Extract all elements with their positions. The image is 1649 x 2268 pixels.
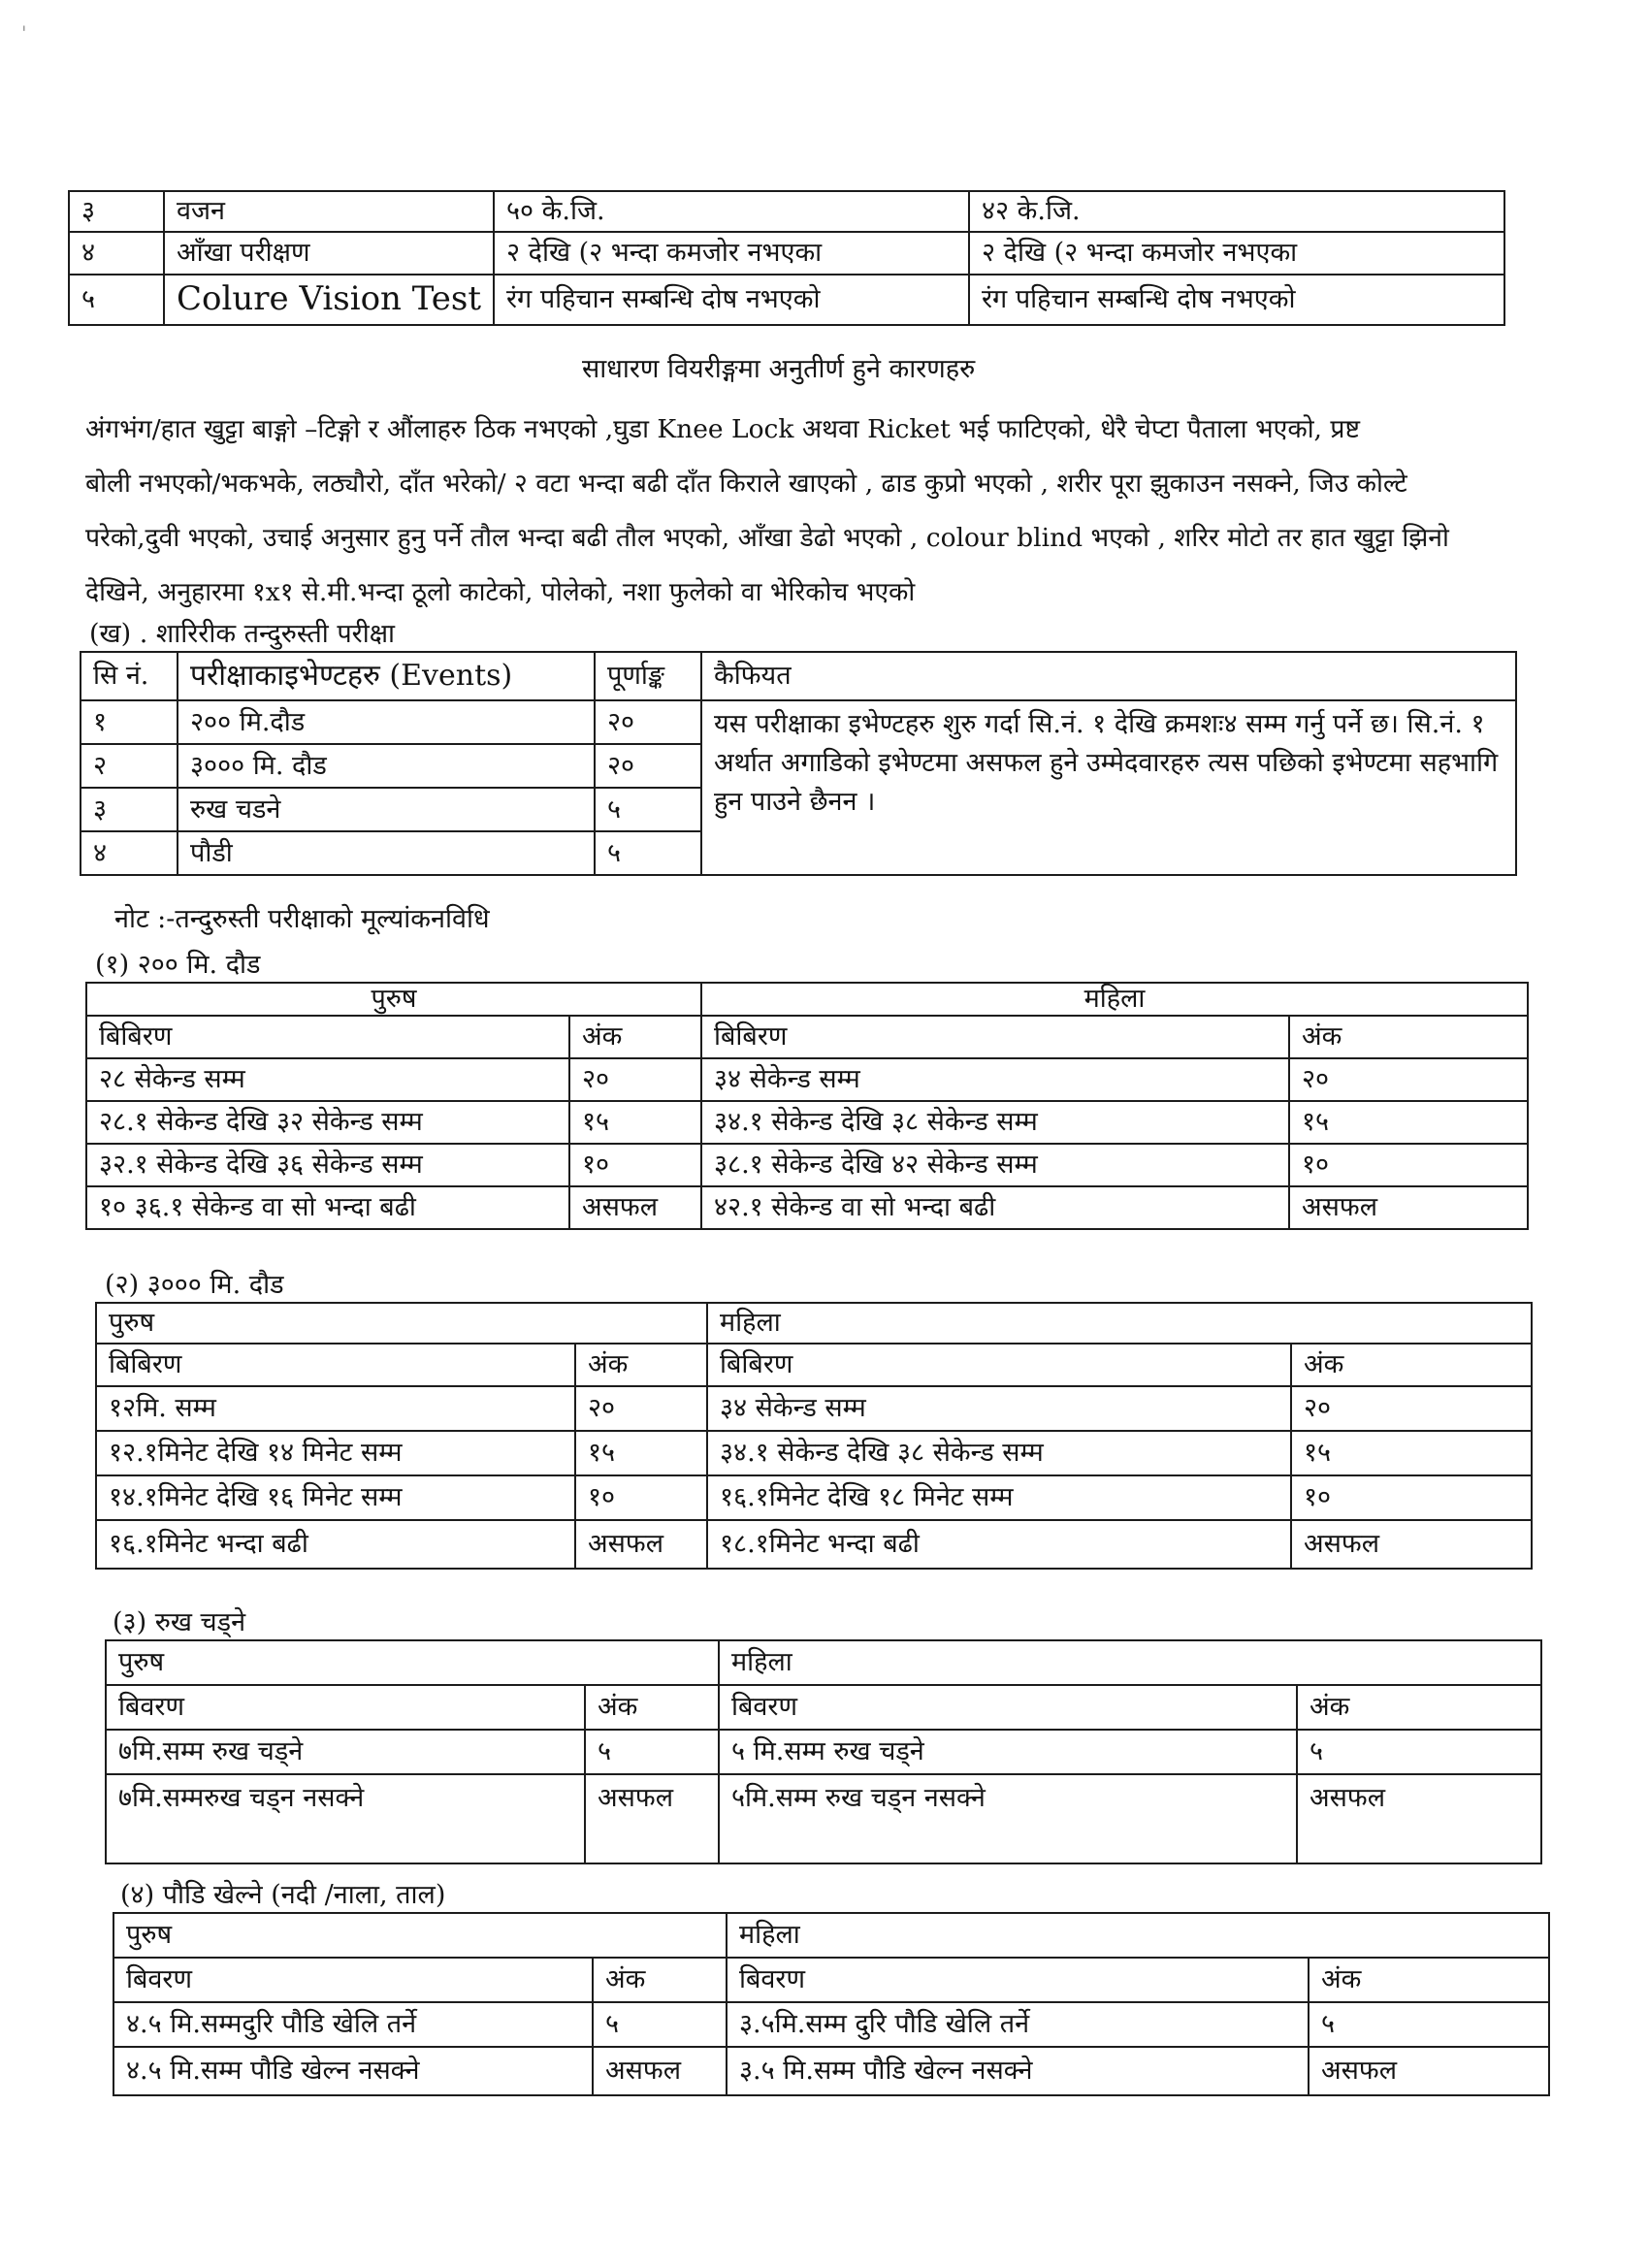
table-row bbox=[86, 1186, 1528, 1229]
male-score-cell: ५ bbox=[585, 1730, 719, 1774]
female-header: महिला bbox=[701, 983, 1528, 1016]
fitness-table bbox=[80, 651, 1517, 876]
male-desc-cell: १२.१मिनेट देखि १४ मिनेट सम्म bbox=[96, 1431, 575, 1475]
female-score-cell: असफल bbox=[1289, 1186, 1528, 1229]
header-serial: सि नं. bbox=[81, 652, 178, 700]
male-desc-cell: १४.१मिनेट देखि १६ मिनेट सम्म bbox=[96, 1475, 575, 1520]
female-desc-header: बिबिरण bbox=[707, 1344, 1291, 1386]
serial-cell: २ bbox=[81, 744, 178, 788]
female-desc-cell: १६.१मिनेट देखि १८ मिनेट सम्म bbox=[707, 1475, 1291, 1520]
female-score-header: अंक bbox=[1309, 1958, 1549, 2002]
header-full-marks: पूर्णाङ्क bbox=[595, 652, 701, 700]
male-desc-cell: ४.५ मि.सम्म पौडि खेल्न नसक्ने bbox=[113, 2047, 593, 2095]
female-score-cell: १५ bbox=[1291, 1431, 1532, 1475]
table-row bbox=[69, 191, 1504, 232]
female-value-cell: ४२ के.जि. bbox=[969, 191, 1504, 232]
column-header-row bbox=[113, 1958, 1549, 2002]
female-score-cell: ५ bbox=[1297, 1730, 1541, 1774]
male-score-cell: १५ bbox=[575, 1431, 707, 1475]
remarks-cell: यस परीक्षाका इभेण्टहरु शुरु गर्दा सि.नं. १ देखि क्रमशः४ सम्म गर्नु पर्ने छ। सि.नं. १ अर्थात अगाडिको इभेण्टमा असफल हुने उम्मेदवारहरु त्यस पछिको इभेण्टमा सहभागि हुन पाउने छैनन । bbox=[701, 700, 1516, 875]
gender-header-row bbox=[86, 983, 1528, 1016]
male-desc-cell: ३२.१ सेकेन्ड देखि ३६ सेकेन्ड सम्म bbox=[86, 1144, 569, 1186]
failure-line: देखिने, अनुहारमा १x१ से.मी.भन्दा ठूलो काटेको, पोलेको, नशा फुलेको वा भेरिकोच भएको bbox=[85, 577, 916, 607]
male-score-cell: १५ bbox=[569, 1101, 701, 1144]
table-row bbox=[96, 1520, 1532, 1569]
male-desc-header: बिवरण bbox=[106, 1685, 585, 1730]
male-desc-cell: १२मि. सम्म bbox=[96, 1386, 575, 1431]
female-score-cell: १५ bbox=[1289, 1101, 1528, 1144]
female-desc-cell: ३४ सेकेन्ड सम्म bbox=[707, 1386, 1291, 1431]
male-desc-cell: २८.१ सेकेन्ड देखि ३२ सेकेन्ड सम्म bbox=[86, 1101, 569, 1144]
female-desc-cell: १८.१मिनेट भन्दा बढी bbox=[707, 1520, 1291, 1569]
female-desc-cell: ३४.१ सेकेन्ड देखि ३८ सेकेन्ड सम्म bbox=[707, 1431, 1291, 1475]
female-score-header: अंक bbox=[1291, 1344, 1532, 1386]
serial-cell: १ bbox=[81, 700, 178, 744]
male-score-cell: असफल bbox=[575, 1520, 707, 1569]
header-events: परीक्षाकाइभेण्टहरु (Events) bbox=[178, 652, 595, 700]
table-row bbox=[86, 1144, 1528, 1186]
table-row bbox=[86, 1058, 1528, 1101]
female-header: महिला bbox=[727, 1913, 1549, 1958]
female-desc-header: बिवरण bbox=[719, 1685, 1297, 1730]
male-desc-header: बिबिरण bbox=[86, 1016, 569, 1058]
male-value-cell: २ देखि (२ भन्दा कमजोर नभएका bbox=[494, 232, 969, 275]
male-score-cell: २० bbox=[575, 1386, 707, 1431]
column-header-row bbox=[96, 1344, 1532, 1386]
female-score-cell: २० bbox=[1291, 1386, 1532, 1431]
gender-header-row bbox=[106, 1640, 1541, 1685]
female-desc-header: बिबिरण bbox=[701, 1016, 1289, 1058]
female-score-cell: २० bbox=[1289, 1058, 1528, 1101]
male-value-cell: रंग पहिचान सम्बन्धि दोष नभएको bbox=[494, 275, 969, 325]
event-table-swimming bbox=[113, 1912, 1550, 2096]
marks-cell: २० bbox=[595, 700, 701, 744]
female-header: महिला bbox=[707, 1303, 1532, 1344]
failure-line: बोली नभएको/भकभके, लठ्यौरो, दाँत भरेको/ २ वटा भन्दा बढी दाँत किराले खाएको , ढाड कुप्रो भएको , शरीर पूरा झुकाउन नसक्ने, जिउ कोल्टे bbox=[85, 469, 1407, 499]
criteria-cell: Colure Vision Test bbox=[164, 275, 494, 325]
male-score-header: अंक bbox=[593, 1958, 727, 2002]
criteria-cell: वजन bbox=[164, 191, 494, 232]
table-row bbox=[113, 2002, 1549, 2047]
male-score-header: अंक bbox=[585, 1685, 719, 1730]
female-desc-cell: ३.५मि.सम्म दुरि पौडि खेलि तर्ने bbox=[727, 2002, 1309, 2047]
header-remarks: कैफियत bbox=[701, 652, 1516, 700]
male-score-cell: ५ bbox=[593, 2002, 727, 2047]
table-row bbox=[96, 1475, 1532, 1520]
male-score-cell: १० bbox=[575, 1475, 707, 1520]
male-header: पुरुष bbox=[113, 1913, 727, 1958]
male-value-cell: ५० के.जि. bbox=[494, 191, 969, 232]
event-caption: (३) रुख चड्ने bbox=[113, 1607, 246, 1637]
column-header-row bbox=[106, 1685, 1541, 1730]
gender-header-row bbox=[113, 1913, 1549, 1958]
female-desc-cell: ४२.१ सेकेन्ड वा सो भन्दा बढी bbox=[701, 1186, 1289, 1229]
female-desc-cell: ५ मि.सम्म रुख चड्ने bbox=[719, 1730, 1297, 1774]
female-score-cell: असफल bbox=[1297, 1774, 1541, 1863]
event-table-tree-climb bbox=[105, 1639, 1542, 1864]
marks-cell: २० bbox=[595, 744, 701, 788]
female-score-cell: असफल bbox=[1291, 1520, 1532, 1569]
serial-cell: ३ bbox=[69, 191, 164, 232]
male-score-cell: २० bbox=[569, 1058, 701, 1101]
event-caption: (४) पौडि खेल्ने (नदी /नाला, ताल) bbox=[120, 1880, 446, 1910]
serial-cell: ४ bbox=[69, 232, 164, 275]
table-row bbox=[96, 1386, 1532, 1431]
male-score-header: अंक bbox=[575, 1344, 707, 1386]
female-header: महिला bbox=[719, 1640, 1541, 1685]
event-cell: ३००० मि. दौड bbox=[178, 744, 595, 788]
table-row bbox=[106, 1730, 1541, 1774]
male-score-header: अंक bbox=[569, 1016, 701, 1058]
female-desc-cell: ३८.१ सेकेन्ड देखि ४२ सेकेन्ड सम्म bbox=[701, 1144, 1289, 1186]
event-caption: (२) ३००० मि. दौड bbox=[105, 1270, 284, 1300]
female-value-cell: २ देखि (२ भन्दा कमजोर नभएका bbox=[969, 232, 1504, 275]
criteria-cell: आँखा परीक्षण bbox=[164, 232, 494, 275]
column-header-row bbox=[86, 1016, 1528, 1058]
event-table-200m bbox=[85, 982, 1529, 1230]
female-score-header: अंक bbox=[1289, 1016, 1528, 1058]
event-cell: रुख चडने bbox=[178, 788, 595, 831]
table-row bbox=[113, 2047, 1549, 2095]
event-caption: (१) २०० मि. दौड bbox=[95, 950, 261, 980]
male-score-cell: असफल bbox=[585, 1774, 719, 1863]
male-header: पुरुष bbox=[106, 1640, 719, 1685]
male-desc-cell: १० ३६.१ सेकेन्ड वा सो भन्दा बढी bbox=[86, 1186, 569, 1229]
table-row bbox=[86, 1101, 1528, 1144]
fitness-caption: (ख) . शारिरीक तन्दुरुस्ती परीक्षा bbox=[89, 619, 396, 649]
marks-cell: ५ bbox=[595, 788, 701, 831]
male-desc-header: बिबिरण bbox=[96, 1344, 575, 1386]
event-cell: पौडी bbox=[178, 831, 595, 875]
marks-cell: ५ bbox=[595, 831, 701, 875]
table-row bbox=[106, 1774, 1541, 1863]
failure-line: परेको,दुवी भएको, उचाई अनुसार हुनु पर्ने तौल भन्दा बढी तौल भएको, आँखा डेढो भएको , colour blind भएको , शरिर मोटो तर हात खुट्टा झिनो bbox=[85, 523, 1449, 553]
failure-line: अंगभंग/हात खुट्टा बाङ्गो –टिङ्गो र औंलाहरु ठिक नभएको ,घुडा Knee Lock अथवा Ricket भई फाटिएको, धेरै चेप्टा पैताला भएको, प्रष्ट bbox=[85, 414, 1360, 444]
female-score-cell: असफल bbox=[1309, 2047, 1549, 2095]
female-score-cell: १० bbox=[1289, 1144, 1528, 1186]
female-score-cell: ५ bbox=[1309, 2002, 1549, 2047]
male-score-cell: असफल bbox=[569, 1186, 701, 1229]
female-value-cell: रंग पहिचान सम्बन्धि दोष नभएको bbox=[969, 275, 1504, 325]
female-desc-cell: ३४ सेकेन्ड सम्म bbox=[701, 1058, 1289, 1101]
male-desc-cell: ७मि.सम्म रुख चड्ने bbox=[106, 1730, 585, 1774]
male-desc-cell: २८ सेकेन्ड सम्म bbox=[86, 1058, 569, 1101]
serial-cell: ३ bbox=[81, 788, 178, 831]
table-row bbox=[81, 700, 1516, 744]
male-desc-cell: १६.१मिनेट भन्दा बढी bbox=[96, 1520, 575, 1569]
table-row bbox=[69, 275, 1504, 325]
note-title: नोट :-तन्दुरुस्ती परीक्षाको मूल्यांकनविधि bbox=[114, 904, 490, 934]
table-header-row bbox=[81, 652, 1516, 700]
failure-reasons bbox=[85, 403, 1521, 620]
male-score-cell: १० bbox=[569, 1144, 701, 1186]
event-table-3000m bbox=[95, 1302, 1533, 1570]
male-desc-header: बिवरण bbox=[113, 1958, 593, 2002]
event-cell: २०० मि.दौड bbox=[178, 700, 595, 744]
female-score-cell: १० bbox=[1291, 1475, 1532, 1520]
male-header: पुरुष bbox=[96, 1303, 707, 1344]
female-desc-cell: ५मि.सम्म रुख चड्न नसक्ने bbox=[719, 1774, 1297, 1863]
serial-cell: ४ bbox=[81, 831, 178, 875]
table-row bbox=[69, 232, 1504, 275]
male-header: पुरुष bbox=[86, 983, 701, 1016]
female-score-header: अंक bbox=[1297, 1685, 1541, 1730]
table-row bbox=[96, 1431, 1532, 1475]
female-desc-header: बिवरण bbox=[727, 1958, 1309, 2002]
male-desc-cell: ४.५ मि.सम्मदुरि पौडि खेलि तर्ने bbox=[113, 2002, 593, 2047]
scan-mark: ' bbox=[21, 21, 27, 45]
gender-header-row bbox=[96, 1303, 1532, 1344]
requirements-table bbox=[68, 190, 1505, 326]
female-desc-cell: ३.५ मि.सम्म पौडि खेल्न नसक्ने bbox=[727, 2047, 1309, 2095]
male-desc-cell: ७मि.सम्मरुख चड्न नसक्ने bbox=[106, 1774, 585, 1863]
female-desc-cell: ३४.१ सेकेन्ड देखि ३८ सेकेन्ड सम्म bbox=[701, 1101, 1289, 1144]
failure-heading: साधारण वियरीङ्गमा अनुतीर्ण हुने कारणहरु bbox=[582, 354, 976, 384]
serial-cell: ५ bbox=[69, 275, 164, 325]
male-score-cell: असफल bbox=[593, 2047, 727, 2095]
